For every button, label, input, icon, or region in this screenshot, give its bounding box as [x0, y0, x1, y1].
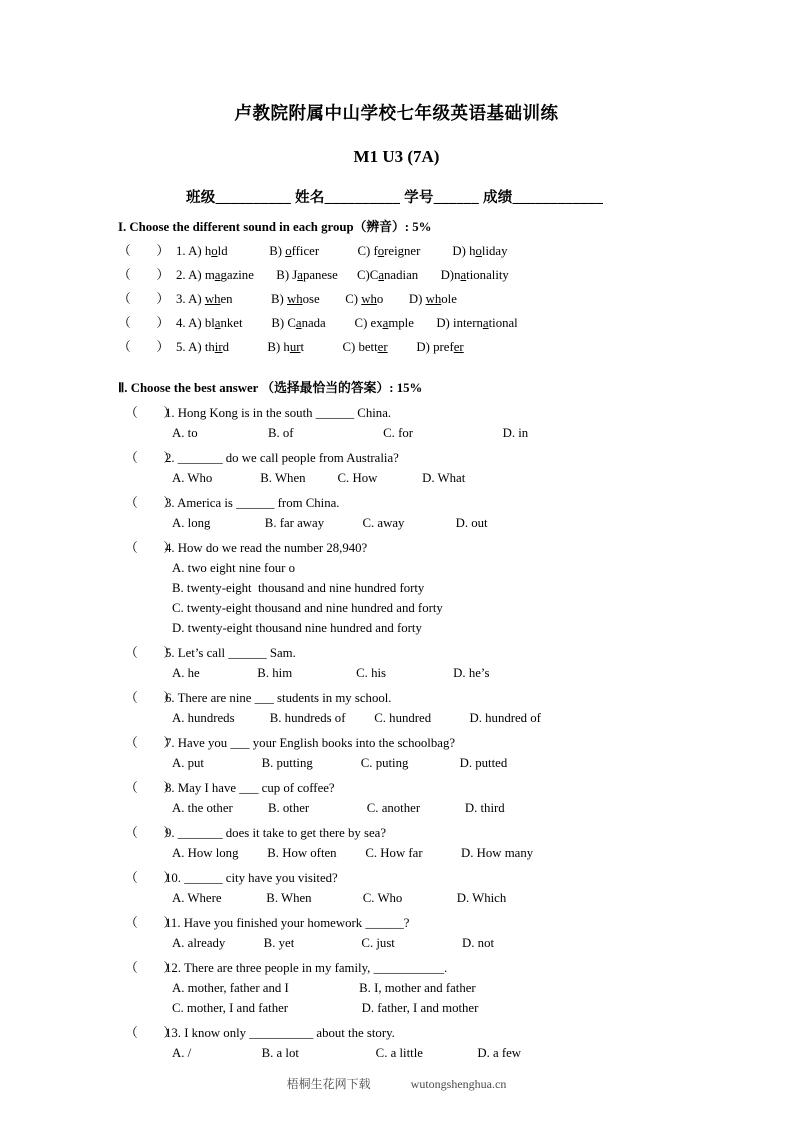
- item-number: 2.: [176, 268, 186, 282]
- question-item: [125, 441, 793, 486]
- option-row[interactable]: A. How long B. How often C. How far D. How many: [172, 846, 534, 860]
- answer-bracket[interactable]: （ ）: [125, 916, 177, 930]
- page-title: 卢教院附属中山学校七年级英语基础训练: [234, 104, 559, 124]
- question-text: 10. ______ city have you visited?: [165, 871, 338, 885]
- answer-bracket[interactable]: （ ）: [125, 541, 177, 555]
- option-row[interactable]: A. Where B. When C. Who D. Which: [172, 891, 507, 905]
- question-text: 7. Have you ___ your English books into the schoolbag?: [165, 736, 456, 750]
- question-text: 4. How do we read the number 28,940?: [165, 541, 368, 555]
- question-item: [125, 681, 793, 726]
- question-text: 12. There are three people in my family, ___________.: [165, 961, 448, 975]
- field-name-label: 姓名: [295, 190, 325, 206]
- option-a[interactable]: A) when: [188, 292, 233, 306]
- option-c[interactable]: C) foreigner: [357, 244, 421, 258]
- answer-bracket[interactable]: （ ）: [118, 340, 170, 354]
- option-row[interactable]: A. mother, father and I B. I, mother and father: [172, 981, 476, 995]
- question-text: 11. Have you finished your homework ______?: [165, 916, 410, 930]
- question-item: [125, 816, 793, 861]
- section-1-heading: I. Choose the different sound in each group（辨音）: 5%: [118, 220, 432, 234]
- question-item: [125, 1016, 793, 1061]
- question-item: [125, 636, 793, 681]
- question-text: 8. May I have ___ cup of coffee?: [165, 781, 335, 795]
- option-row[interactable]: C. mother, I and father D. father, I and mother: [172, 1001, 479, 1015]
- option-row[interactable]: A. the other B. other C. another D. third: [172, 801, 505, 815]
- item-number: 5.: [176, 340, 186, 354]
- field-class-blank[interactable]: __________: [215, 190, 292, 206]
- option-a[interactable]: A) hold: [188, 244, 228, 258]
- option-d[interactable]: D) prefer: [416, 340, 464, 354]
- option-a[interactable]: A) magazine: [188, 268, 254, 282]
- question-item: [125, 771, 793, 816]
- option-d[interactable]: D) whole: [408, 292, 457, 306]
- field-class-label: 班级: [186, 190, 216, 206]
- item-number: 4.: [176, 316, 186, 330]
- sound-item: [0, 283, 793, 307]
- sound-item: [0, 259, 793, 283]
- answer-bracket[interactable]: （ ）: [118, 244, 170, 258]
- field-score-label: 成绩: [482, 190, 513, 206]
- question-text: 6. There are nine ___ students in my school.: [165, 691, 392, 705]
- option-c[interactable]: C) better: [342, 340, 388, 354]
- item-number: 1.: [176, 244, 186, 258]
- question-text: 2. _______ do we call people from Australia?: [165, 451, 399, 465]
- option-row[interactable]: C. twenty-eight thousand and nine hundred and forty: [172, 601, 443, 615]
- question-text: 3. America is ______ from China.: [165, 496, 340, 510]
- option-row[interactable]: A. long B. far away C. away D. out: [172, 516, 488, 530]
- section-2-questions: [0, 396, 793, 1061]
- question-text: 5. Let’s call ______ Sam.: [165, 646, 296, 660]
- option-row[interactable]: A. put B. putting C. puting D. putted: [172, 756, 508, 770]
- answer-bracket[interactable]: （ ）: [118, 268, 170, 282]
- answer-bracket[interactable]: （ ）: [125, 736, 177, 750]
- option-d[interactable]: D) holiday: [452, 244, 508, 258]
- answer-bracket[interactable]: （ ）: [125, 871, 177, 885]
- option-c[interactable]: C) example: [354, 316, 414, 330]
- question-text: 1. Hong Kong is in the south ______ China.: [165, 406, 392, 420]
- question-item: [125, 951, 793, 1016]
- option-b[interactable]: B) hurt: [267, 340, 305, 354]
- field-number-label: 学号: [404, 190, 434, 206]
- footer-site-url: wutongshenghua.cn: [410, 1077, 507, 1091]
- page-subtitle: M1 U3 (7A): [353, 147, 440, 166]
- answer-bracket[interactable]: （ ）: [125, 961, 177, 975]
- question-text: 13. I know only __________ about the story.: [165, 1026, 395, 1040]
- question-item: [125, 396, 793, 441]
- answer-bracket[interactable]: （ ）: [125, 781, 177, 795]
- option-row[interactable]: A. to B. of C. for D. in: [172, 426, 529, 440]
- option-c[interactable]: C) who: [345, 292, 384, 306]
- sound-item: [0, 331, 793, 355]
- field-score-blank[interactable]: ____________: [512, 190, 604, 206]
- question-text: 9. _______ does it take to get there by sea?: [165, 826, 387, 840]
- option-b[interactable]: B) whose: [270, 292, 320, 306]
- field-number-blank[interactable]: ______: [433, 190, 480, 206]
- option-a[interactable]: A) third: [188, 340, 230, 354]
- option-row[interactable]: A. two eight nine four o: [172, 561, 295, 575]
- page-footer: [0, 1075, 793, 1092]
- answer-bracket[interactable]: （ ）: [125, 826, 177, 840]
- question-item: [125, 531, 793, 636]
- answer-bracket[interactable]: （ ）: [118, 316, 170, 330]
- option-row[interactable]: B. twenty-eight thousand and nine hundred forty: [172, 581, 425, 595]
- field-name-blank[interactable]: __________: [324, 190, 401, 206]
- item-number: 3.: [176, 292, 186, 306]
- answer-bracket[interactable]: （ ）: [125, 451, 177, 465]
- section-1-items: [0, 235, 793, 355]
- option-row[interactable]: A. already B. yet C. just D. not: [172, 936, 495, 950]
- question-item: [125, 861, 793, 906]
- section-2-heading: Ⅱ. Choose the best answer （选择最恰当的答案）: 15%: [118, 381, 423, 395]
- sound-item: [0, 235, 793, 259]
- answer-bracket[interactable]: （ ）: [118, 292, 170, 306]
- option-b[interactable]: B) officer: [269, 244, 320, 258]
- option-row[interactable]: A. he B. him C. his D. he’s: [172, 666, 490, 680]
- footer-site-name-cn: 梧桐生花网下载: [286, 1077, 371, 1091]
- question-item: [125, 906, 793, 951]
- answer-bracket[interactable]: （ ）: [125, 406, 177, 420]
- option-d[interactable]: D) international: [436, 316, 518, 330]
- answer-bracket[interactable]: （ ）: [125, 646, 177, 660]
- option-row[interactable]: A. hundreds B. hundreds of C. hundred D. hundred of: [172, 711, 541, 725]
- answer-bracket[interactable]: （ ）: [125, 691, 177, 705]
- option-a[interactable]: A) blanket: [188, 316, 243, 330]
- sound-item: [0, 307, 793, 331]
- option-row[interactable]: A. Who B. When C. How D. What: [172, 471, 466, 485]
- option-d[interactable]: D)nationality: [440, 268, 509, 282]
- answer-bracket[interactable]: （ ）: [125, 496, 177, 510]
- option-b[interactable]: B) Canada: [271, 316, 326, 330]
- question-item: [125, 726, 793, 771]
- option-b[interactable]: B) Japanese: [276, 268, 338, 282]
- answer-bracket[interactable]: （ ）: [125, 1026, 177, 1040]
- student-info-line: [0, 167, 793, 207]
- option-row[interactable]: A. / B. a lot C. a little D. a few: [172, 1046, 522, 1060]
- option-row[interactable]: D. twenty-eight thousand nine hundred and forty: [172, 621, 422, 635]
- question-item: [125, 486, 793, 531]
- option-c[interactable]: C)Canadian: [357, 268, 419, 282]
